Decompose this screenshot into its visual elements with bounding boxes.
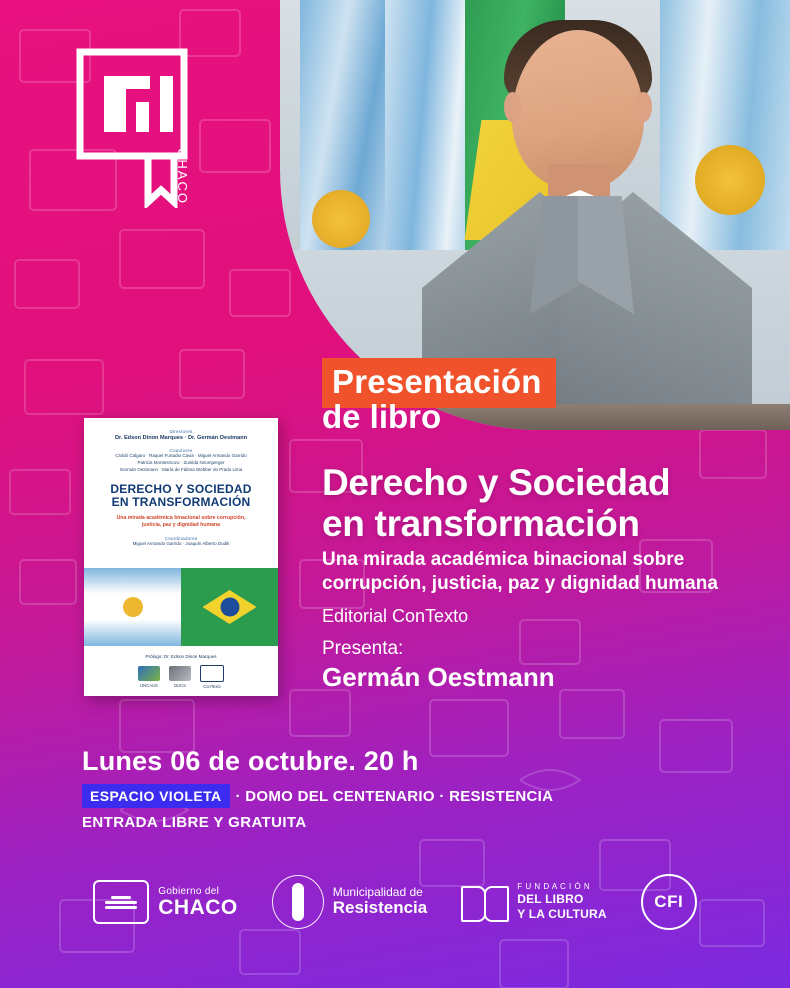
fundacion-line1: DEL LIBRO (517, 892, 584, 906)
chaco-mark-icon (93, 880, 149, 924)
book-coauthors-label: Coautores (169, 448, 193, 454)
book-flags (84, 568, 278, 646)
sculpture-icon (272, 875, 324, 929)
logo-cfi: CFI (641, 874, 697, 930)
book-subtitle-2: justicia, paz y dignidad humana (141, 522, 221, 529)
book-coordinators: Miguel Armando Garrido · Joaquín Alberto Dudik (132, 541, 230, 547)
book-coauthors-2: Patricia Montesmozo · Zunilda Niromperger (137, 460, 225, 466)
presentacion-badge-line2: de libro (322, 398, 442, 435)
fil-chaco-logo (74, 48, 202, 208)
book-coauthors-1: Cloldó Calgaro · Raquel Furtadio Cavia · Miguel Armando Garrido (115, 453, 247, 459)
book-directors: Dr. Edson Dinon Marques · Dr. Germán Oestmann (114, 435, 248, 441)
event-date: Lunes 06 de octubre. 20 h (82, 746, 419, 776)
gobierno-label: Gobierno del (158, 886, 220, 897)
presenter-label: Presenta: (322, 638, 404, 659)
book-logo-ducs: DUCS (169, 666, 191, 688)
book-brazil-flag (181, 568, 278, 646)
logo-gobierno-chaco (93, 880, 238, 924)
logo-municipalidad-resistencia (272, 875, 428, 929)
municipalidad-label: Municipalidad de (332, 885, 423, 900)
book-prologue: Prólogo: Dr. Edson Dinon Marques (145, 654, 217, 659)
book-logo-uncaus: UNCAUS (138, 666, 160, 688)
publisher-name: Editorial ConTexto (322, 606, 469, 626)
venue-location: · DOMO DEL CENTENARIO · RESISTENCIA (235, 787, 554, 805)
presentacion-badge: Presentación (322, 358, 556, 408)
sponsor-logos (0, 862, 790, 942)
event-title-line1: Derecho y Sociedad (322, 462, 671, 503)
book-cover-image (84, 418, 278, 696)
book-subtitle-1: Una mirada académica binacional sobre corrupción, (116, 515, 246, 522)
venue-row (82, 784, 553, 808)
event-title (322, 462, 776, 545)
resistencia-label: Resistencia (332, 898, 428, 918)
event-subtitle-line2: corrupción, justicia, paz y dignidad humana (322, 572, 718, 594)
open-book-icon (461, 882, 509, 922)
event-title-line2: en transformación (322, 503, 640, 545)
book-directors-label: Directores (169, 429, 193, 434)
entry-info: ENTRADA LIBRE Y GRATUITA (82, 814, 307, 831)
fundacion-label: F U N D A C I Ó N (517, 882, 591, 891)
venue-badge: ESPACIO VIOLETA (82, 784, 230, 808)
book-publisher-logos (84, 665, 278, 689)
book-title-line1: DERECHO Y SOCIEDAD (110, 481, 252, 496)
event-subtitle (322, 548, 776, 596)
book-argentina-flag (84, 568, 181, 646)
event-subtitle-line1: Una mirada académica binacional sobre (322, 549, 685, 570)
book-coauthors-3: Germán Oestmann · María de Fátima Webber do Prado Lima (119, 466, 243, 472)
svg-text:CHACO: CHACO (175, 148, 190, 205)
book-logo-contexto: ConTexto (200, 665, 224, 689)
fundacion-line2: Y LA CULTURA (517, 907, 607, 921)
logo-fundacion-libro (461, 882, 607, 922)
book-coordinators-label: Coordinadores (164, 536, 198, 542)
chaco-label: CHACO (158, 896, 238, 919)
presenter-name: Germán Oestmann (322, 662, 555, 692)
book-title-line2: EN TRANSFORMACIÓN (111, 495, 251, 510)
